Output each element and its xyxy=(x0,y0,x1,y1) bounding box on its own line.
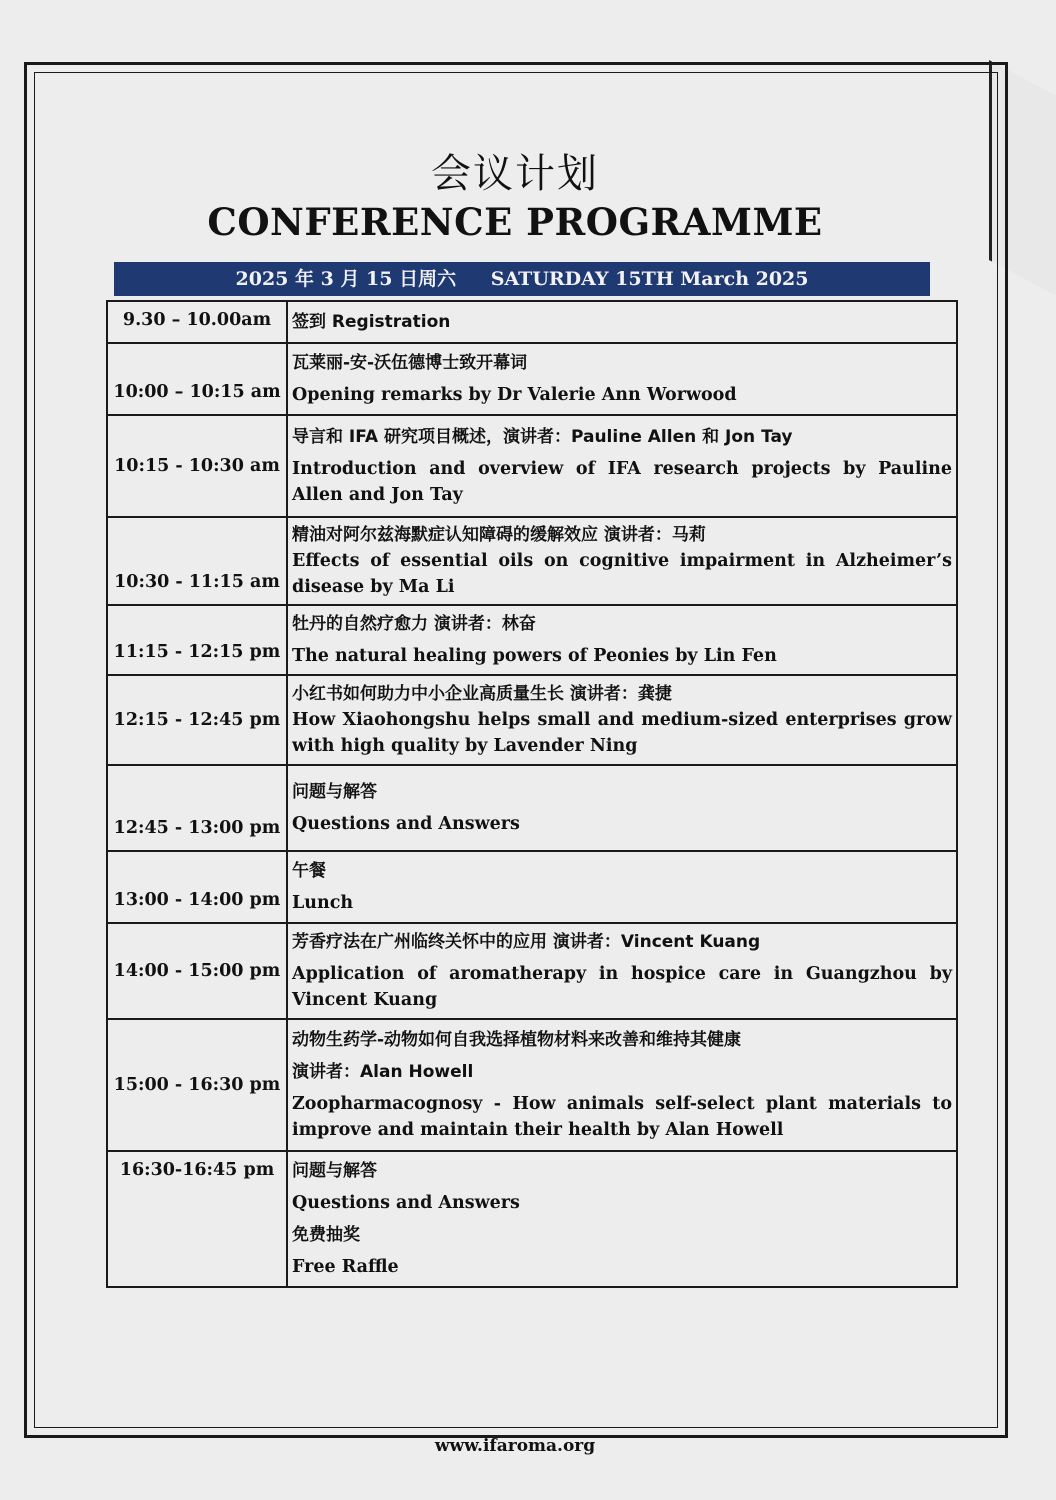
time-cell: 11:15 - 12:15 pm xyxy=(107,605,287,675)
time-cell: 15:00 - 16:30 pm xyxy=(107,1019,287,1151)
time-cell: 10:00 – 10:15 am xyxy=(107,343,287,415)
session-cell xyxy=(287,605,957,675)
session-line-cn: 精油对阿尔兹海默症认知障碍的缓解效应 演讲者：马莉 xyxy=(292,525,706,545)
table-row xyxy=(107,851,957,923)
session-line-en: Opening remarks by Dr Valerie Ann Worwood xyxy=(292,385,737,405)
session-cell xyxy=(287,1151,957,1287)
session-line-cn: 免费抽奖 xyxy=(292,1225,360,1245)
session-line-en: Application of aromatherapy in hospice care in Guangzhou by Vincent Kuang xyxy=(292,964,952,1010)
session-line-cn: 芳香疗法在广州临终关怀中的应用 演讲者：Vincent Kuang xyxy=(292,932,761,952)
time-cell: 12:15 - 12:45 pm xyxy=(107,675,287,765)
session-line-cn: 小红书如何助力中小企业高质量生长 演讲者：龚捷 xyxy=(292,684,672,704)
session-line-en: Free Raffle xyxy=(292,1257,399,1277)
table-row xyxy=(107,415,957,517)
session-line-en: The natural healing powers of Peonies by Lin Fen xyxy=(292,646,777,666)
session-cell xyxy=(287,923,957,1019)
title-english: CONFERENCE PROGRAMME xyxy=(207,200,823,244)
date-chinese: 2025 年 3 月 15 日周六 xyxy=(235,268,457,290)
table-row xyxy=(107,343,957,415)
session-line-en: Questions and Answers xyxy=(292,814,520,834)
table-row xyxy=(107,1151,957,1287)
session-line-cn: 午餐 xyxy=(292,861,326,881)
session-cell xyxy=(287,851,957,923)
time-cell: 9.30 – 10.00am xyxy=(107,301,287,343)
session-line-en: Questions and Answers xyxy=(292,1193,520,1213)
session-line-cn: 导言和 IFA 研究项目概述，演讲者：Pauline Allen 和 Jon Tay xyxy=(292,427,793,447)
website-link[interactable]: www.ifaroma.org xyxy=(434,1436,596,1456)
session-cell xyxy=(287,301,957,343)
session-line-en: Lunch xyxy=(292,893,354,913)
session-cell xyxy=(287,765,957,851)
table-row xyxy=(107,765,957,851)
time-cell: 13:00 - 14:00 pm xyxy=(107,851,287,923)
session-cell xyxy=(287,675,957,765)
session-speaker-cn: 演讲者：Alan Howell xyxy=(292,1062,474,1082)
date-banner xyxy=(114,262,930,296)
table-row xyxy=(107,301,957,343)
session-line: 签到 Registration xyxy=(292,312,451,332)
table-row xyxy=(107,517,957,605)
time-cell: 10:30 - 11:15 am xyxy=(107,517,287,605)
schedule-table xyxy=(106,300,958,1288)
table-row xyxy=(107,923,957,1019)
session-cell xyxy=(287,517,957,605)
session-line-cn: 牡丹的自然疗愈力 演讲者：林奋 xyxy=(292,614,536,634)
time-cell: 10:15 - 10:30 am xyxy=(107,415,287,517)
session-line-en: Effects of essential oils on cognitive impairment in Alzheimer’s disease by Ma Li xyxy=(292,551,952,597)
time-cell: 14:00 - 15:00 pm xyxy=(107,923,287,1019)
table-row xyxy=(107,675,957,765)
session-line-cn: 瓦莱丽-安-沃伍德博士致开幕词 xyxy=(292,353,528,373)
time-cell: 12:45 - 13:00 pm xyxy=(107,765,287,851)
table-row xyxy=(107,1019,957,1151)
session-line-cn: 问题与解答 xyxy=(292,1161,377,1181)
session-line-en: Introduction and overview of IFA research projects by Pauline Allen and Jon Tay xyxy=(292,459,952,505)
session-line-cn: 问题与解答 xyxy=(292,782,377,802)
table-row xyxy=(107,605,957,675)
session-cell xyxy=(287,415,957,517)
session-cell xyxy=(287,343,957,415)
date-english: SATURDAY 15TH March 2025 xyxy=(490,268,809,290)
session-line-cn: 动物生药学-动物如何自我选择植物材料来改善和维持其健康 xyxy=(292,1030,742,1050)
session-cell xyxy=(287,1019,957,1151)
session-line-en: How Xiaohongshu helps small and medium-sized enterprises grow with high quality by Lavender Ning xyxy=(292,710,952,756)
session-line-en: Zoopharmacognosy - How animals self-select plant materials to improve and maintain their health by Alan Howell xyxy=(292,1094,952,1140)
title-chinese: 会议计划 xyxy=(431,151,599,197)
time-cell: 16:30-16:45 pm xyxy=(107,1151,287,1287)
